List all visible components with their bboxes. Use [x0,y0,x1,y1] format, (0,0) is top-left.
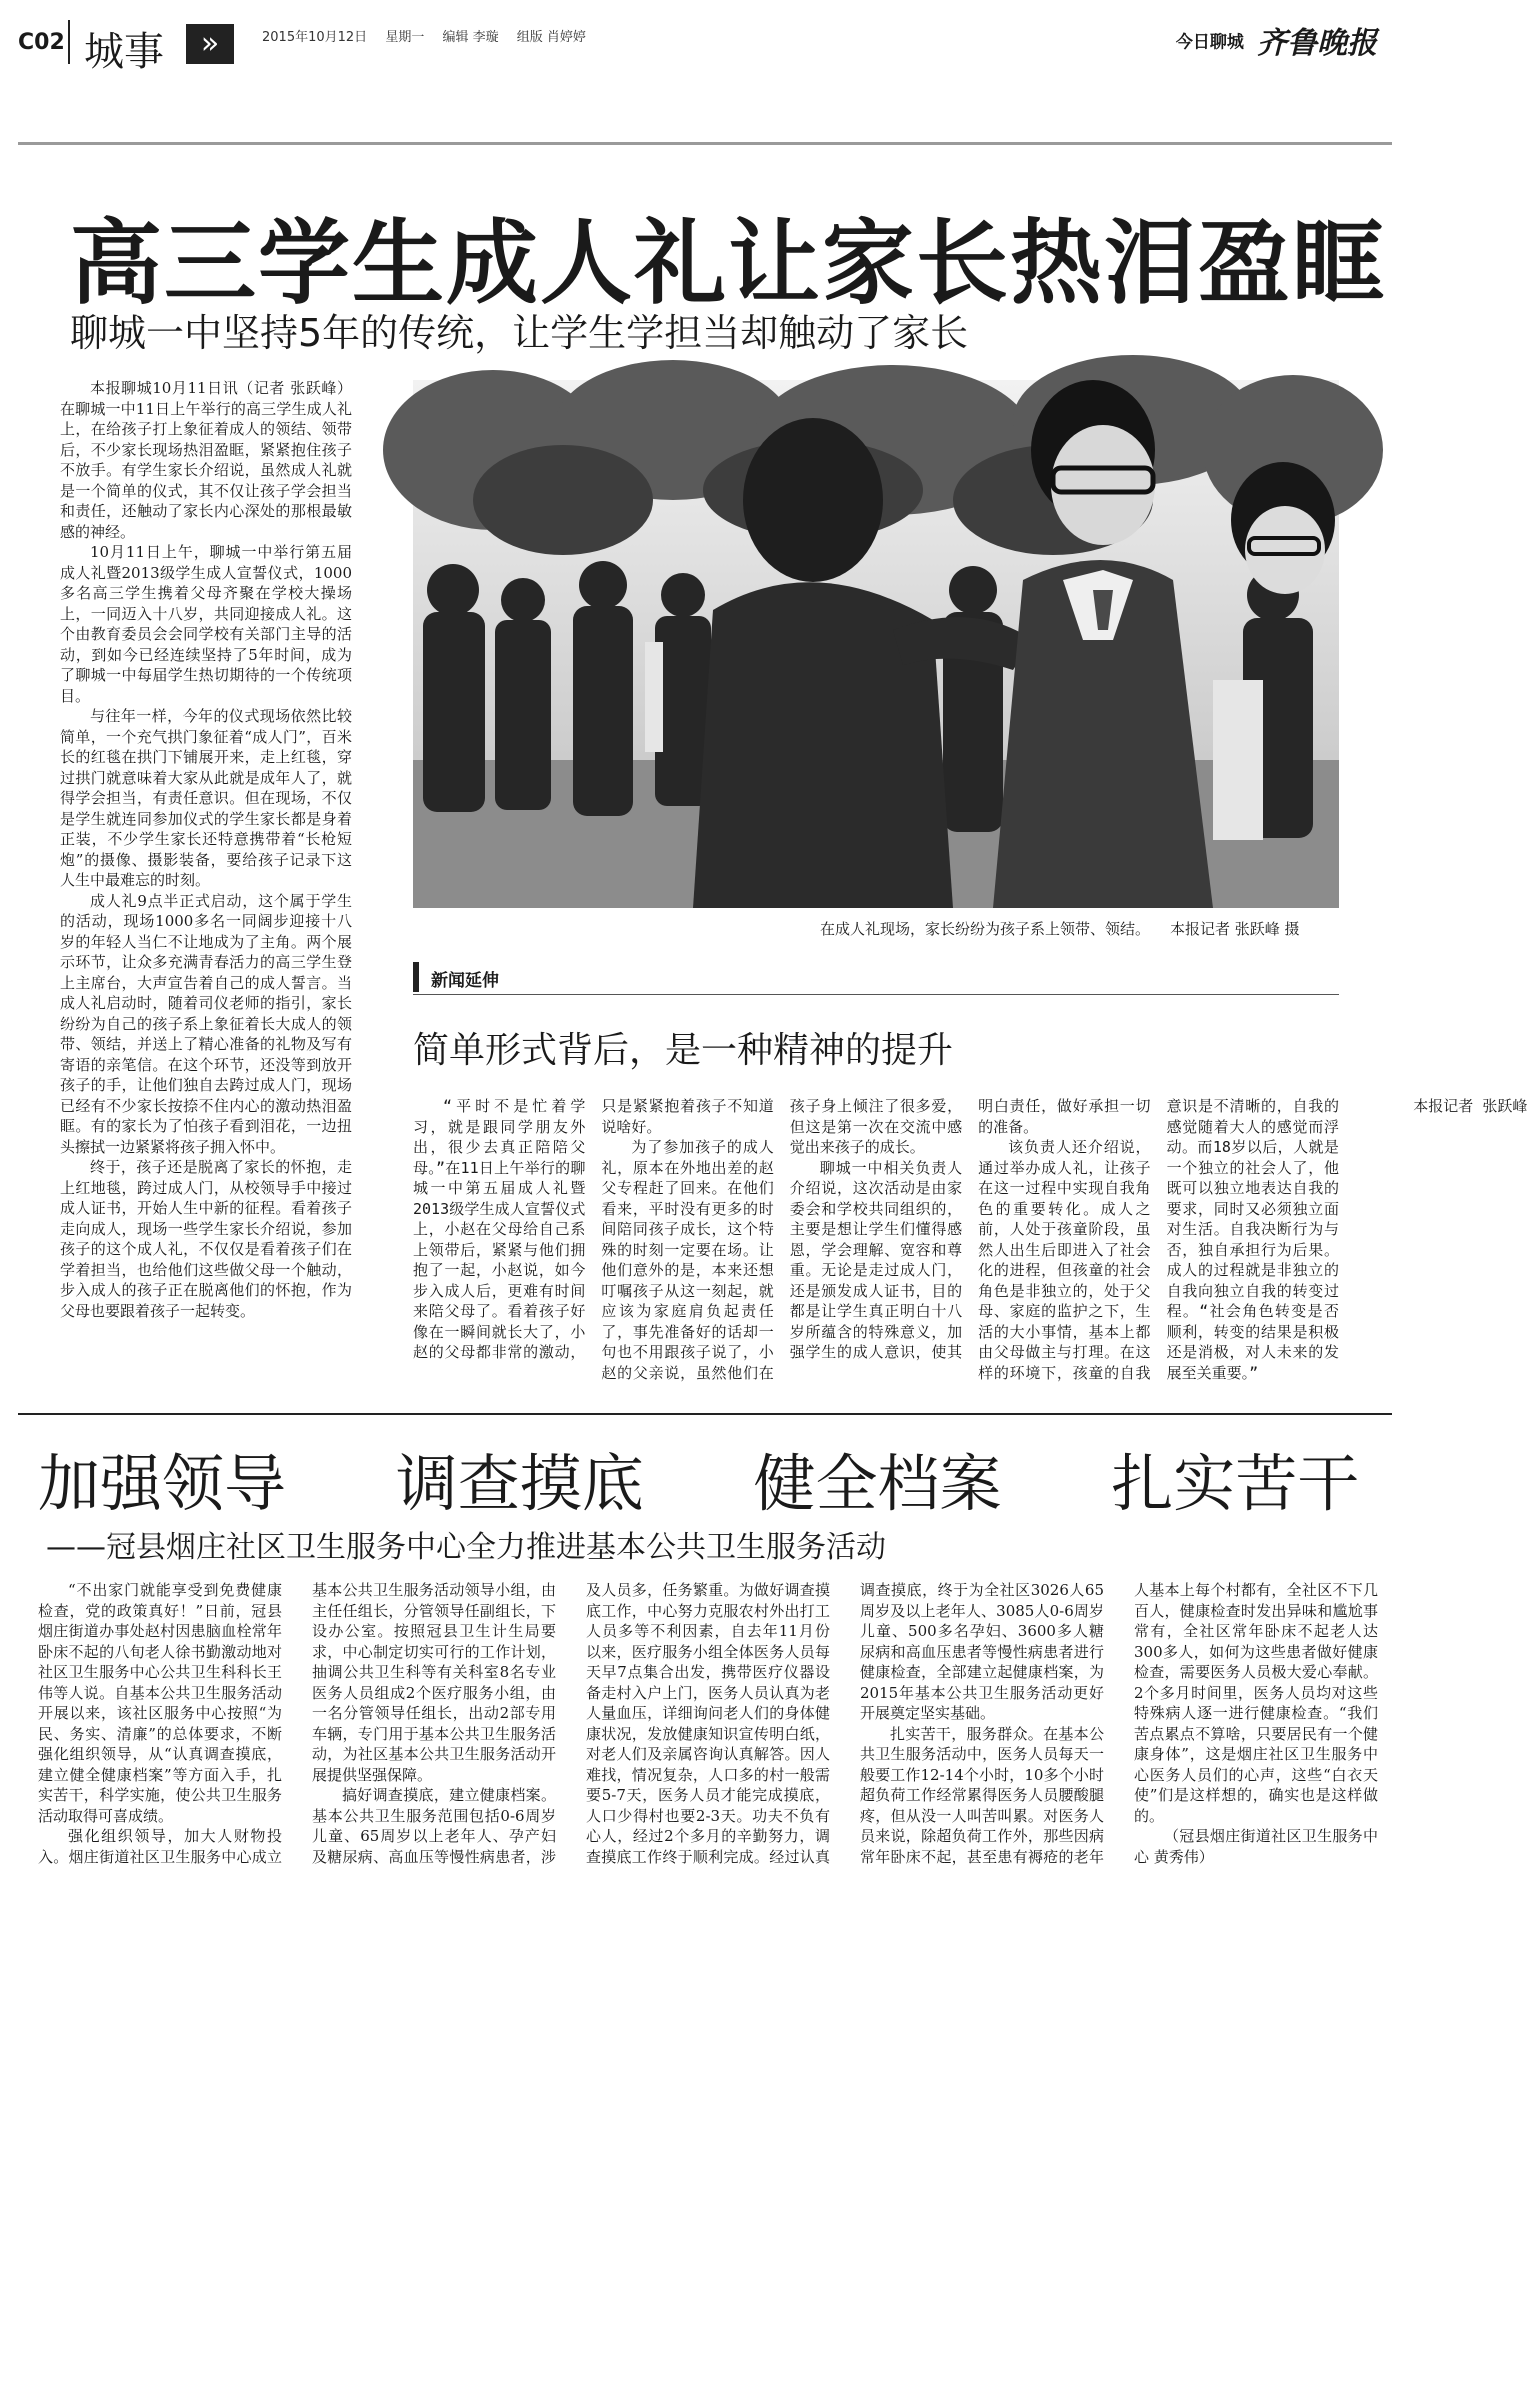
extension-headline: 简单形式背后，是一种精神的提升 [413,1030,954,1071]
photo-caption: 在成人礼现场，家长纷纷为孩子系上领带、领结。 [820,920,1151,938]
extension-body [413,1096,1527,1396]
news-extension-label [413,962,563,992]
chevron-right-icon: » [186,24,234,64]
headline-part: 扎实苦干 [1111,1447,1360,1520]
editor: 编辑 李璇 [442,30,499,45]
ceremony-photo [413,380,1339,908]
layout-credit: 组版 肖婷婷 [516,30,586,45]
headline-part: 健全档案 [753,1447,1002,1520]
article2-headline [38,1434,1419,1523]
headline-part: 加强领导 [38,1447,287,1520]
newspaper-logo: 齐鲁晚报 [1257,26,1377,61]
article2-subheadline: ——冠县烟庄社区卫生服务中心全力推进基本公共卫生服务活动 [46,1530,886,1565]
article2-body [38,1580,1378,2100]
header-rule [18,142,1392,145]
article1-subheadline: 聊城一中坚持5年的传统，让学生学担当却触动了家长 [70,311,969,355]
header-divider [68,20,70,64]
article1-paragraph: 成人礼9点半正式启动，这个属于学生的活动，现场1000多名一同阔步迎接十八岁的年轻人当仁不让地成为了主角。两个展示环节，让众多充满青春活力的高三学生登上主席台，大声宣告着自己的成人誓言。当成人礼启动时，随着司仪老师的指引，家长纷纷为自己的孩子系上象征着长大成人的领带、领结，并送上了精心准备的礼物及写有寄语的亲笔信。在这个环节，还没等到放开孩子的手，让他们独自去跨过成人门，现场已经有不少家长按捺不住内心的激动热泪盈眶。有的家长为了怕孩子看到泪花，一边扭头擦拭一边紧紧将孩子拥入怀中。 [60,891,352,1156]
extension-paragraph: “平时不是忙着学习，就是跟同学朋友外出，很少去真正陪陪父母。”在11日上午举行的聊城一中第五届成人礼暨2013级学生成人宣誓仪式上，小赵在父母给自己系上领带后，紧紧与他们拥抱了一起，小赵说，如今步入成人后，更难有时间来陪父母了。看着孩子好像在一瞬间就长大了，小赵的父母都非常的激动，只是紧紧抱着孩子不知道说啥好。 [413,1097,774,1361]
headline-part: 调查摸底 [395,1447,644,1520]
article2-byline: （冠县烟庄街道社区卫生服务中心 黄秀伟） [1134,1827,1378,1866]
article2-paragraph: 强化组织领导，加大人财物投入。烟庄街道社区卫生服务中心成立基本公共卫生服务活动领导小组，由主任任组长，分管领导任副组长，下设办公室。按照冠县卫生计生局要求，中心制定切实可行的工作计划，抽调公共卫生科等有关科室8名专业医务人员组成2个医疗服务小组，由一名分管领导任组长，出动2部专用车辆，专门用于基本公共卫生服务活动，为社区基本公共卫生服务活动开展提供坚强保障。 [38,1581,556,1866]
article1-paragraph: 终于，孩子还是脱离了家长的怀抱，走上红地毯，跨过成人门，从校领导手中接过成人证书，开始人生中新的征程。看着孩子走向成人，现场一些学生家长介绍说，参加孩子的这个成人礼，不仅仅是看着孩子们在学着担当，也给他们这些做父母一个触动，步入成人的孩子正在脱离他们的怀抱，作为父母也要跟着孩子一起转变。 [60,1158,352,1320]
label-bar [413,962,419,992]
page-number: C02 [18,30,65,55]
extension-credit: 本报记者 张跃峰 [1413,1097,1527,1115]
header-info [262,26,600,45]
article2-paragraph: “不出家门就能享受到免费健康检查，党的政策真好！”日前，冠县烟庄街道办事处赵村因患脑血栓常年卧床不起的八旬老人徐书勤激动地对社区卫生服务中心公共卫生科科长王伟等人说。自基本公共卫生服务活动开展以来，该社区服务中心按照“为民、务实、清廉”的总体要求，不断强化组织领导，从“认真调查摸底，建立健全健康档案”等方面入手，扎实苦干，科学实施，使公共卫生服务活动取得可喜成绩。 [38,1581,282,1825]
extension-rule [413,994,1339,995]
article2-paragraph: 搞好调查摸底，建立健康档案。基本公共卫生服务范围包括0-6周岁儿童、65周岁以上老年人、孕产妇及糖尿病、高血压等慢性病患者，涉及人员多，任务繁重。为做好调查摸底工作，中心努力克服农村外出打工人员多等不利因素，自去年11月份以来，医疗服务小组全体医务人员每天早7点集合出发，携带医疗仪器设备走村入户上门，医务人员认真为老人量血压，详细询问老人们的身体健康状况，发放健康知识宣传明白纸，对老人们及亲属咨询认真解答。因人难找，情况复杂，人口多的村一般需要5-7天，医务人员才能完成摸底，人口少得村也要2-3天。功夫不负有心人，经过2个多月的辛勤努力，调查摸底工作终于顺利完成。经过认真调查摸底，终于为全社区3026人65周岁及以上老年人、3085人0-6周岁儿童、500多名孕妇、3600多人糖尿病和高血压患者等慢性病患者进行健康检查，全部建立起健康档案，为2015年基本公共卫生服务活动更好开展奠定坚实基础。 [312,1581,1104,1866]
photo-credit: 本报记者 张跃峰 摄 [1170,920,1300,938]
issue-date: 2015年10月12日 [262,30,368,45]
extension-paragraph: 聊城一中相关负责人介绍说，这次活动是由家委会和学校共同组织的，主要是想让学生们懂得感恩，学会理解、宽容和尊重。无论是走过成人门，还是颁发成人证书，目的都是让学生真正明白十八岁所蕴含的特殊意义，加强学生的成人意识，使其明白责任，做好承担一切的准备。 [789,1097,1151,1361]
masthead [1176,18,1377,62]
column-name: 今日聊城 [1175,32,1244,53]
article1-headline: 高三学生成人礼让家长热泪盈眶 [70,210,1387,317]
section-name: 城事 [84,29,164,75]
news-extension-text: 新闻延伸 [431,971,499,991]
extension-paragraph: 为了参加孩子的成人礼，原本在外地出差的赵父专程赶了回来。在他们看来，平时没有更多的时间陪同孩子成长，这个特殊的时刻一定要在场。让他们意外的是，本来还想叮嘱孩子从这一刻起，就应该为家庭肩负起责任了，事先准备好的话却一句也不用跟孩子说了，小赵的父亲说，虽然他们在孩子身上倾注了很多爱，但这是第一次在交流中感觉出来孩子的成长。 [601,1097,963,1382]
article2-paragraph: 扎实苦干，服务群众。在基本公共卫生服务活动中，医务人员每天一般要工作12-14个小时，10多个小时超负荷工作经常累得医务人员腰酸腿疼，但从没一人叫苦叫累。对医务人员来说，除超负荷工作外，那些因病常年卧床不起，甚至患有褥疮的老年人基本上每个村都有，全社区不下几百人，健康检查时发出异味和尴尬事常有，全社区常年卧床不起老人达300多人，如何为这些患者做好健康检查，需要医务人员极大爱心奉献。2个多月时间里，医务人员均对这些特殊病人逐一进行健康检查。“我们苦点累点不算啥，只要居民有一个健康身体”，这是烟庄社区卫生服务中心医务人员们的心声，这些“白衣天使”们是这样想的，确实也是这样做的。 [860,1581,1378,1866]
article1-body [60,378,352,1320]
section-divider [18,1413,1392,1415]
extension-paragraph: 该负责人还介绍说，通过举办成人礼，让孩子在这一过程中实现自我角色的重要转化。成人之前，人处于孩童阶段，虽然人出生后即进入了社会化的进程，但孩童的社会角色是非独立的，处于父母、家庭的监护之下，生活的大小事情，基本上都由父母做主与打理。在这样的环境下，孩童的自我意识是不清晰的，自我的感觉随着大人的感觉而浮动。而18岁以后，人就是一个独立的社会人了，他既可以独立地表达自我的要求，同时又必须独立面对生活。自我决断行为与否，独自承担行为后果。成人的过程就是非独立的自我向独立自我的转变过程。“社会角色转变是否顺利，转变的结果是积极还是消极，对人未来的发展至关重要。” [978,1097,1339,1382]
article1-paragraph: 10月11日上午，聊城一中举行第五届成人礼暨2013级学生成人宣誓仪式，1000多名高三学生携着父母齐聚在学校大操场上，一同迈入十八岁，共同迎接成人礼。这个由教育委员会会同学校有关部门主导的活动，到如今已经连续坚持了5年时间，成为了聊城一中每届学生热切期待的一个传统项目。 [60,543,352,705]
article1-paragraph: 本报聊城10月11日讯（记者 张跃峰） 在聊城一中11日上午举行的高三学生成人礼上，在给孩子打上象征着成人的领结、领带后，不少家长现场热泪盈眶，紧紧抱住孩子不放手。有学生家长介绍说，虽然成人礼就是一个简单的仪式，其不仅让孩子学会担当和责任，还触动了家长内心深处的那根最敏感的神经。 [60,379,352,541]
weekday: 星期一 [385,30,425,45]
article1-paragraph: 与往年一样，今年的仪式现场依然比较简单，一个充气拱门象征着“成人门”，百米长的红毯在拱门下铺展开来，走上红毯，穿过拱门就意味着大家从此就是成年人了，就得学会担当，有责任意识。但在现场，不仅是学生就连同参加仪式的学生家长都是身着正装，不少学生家长还特意携带着“长枪短炮”的摄像、摄影装备，要给孩子记录下这人生中最难忘的时刻。 [60,707,352,889]
